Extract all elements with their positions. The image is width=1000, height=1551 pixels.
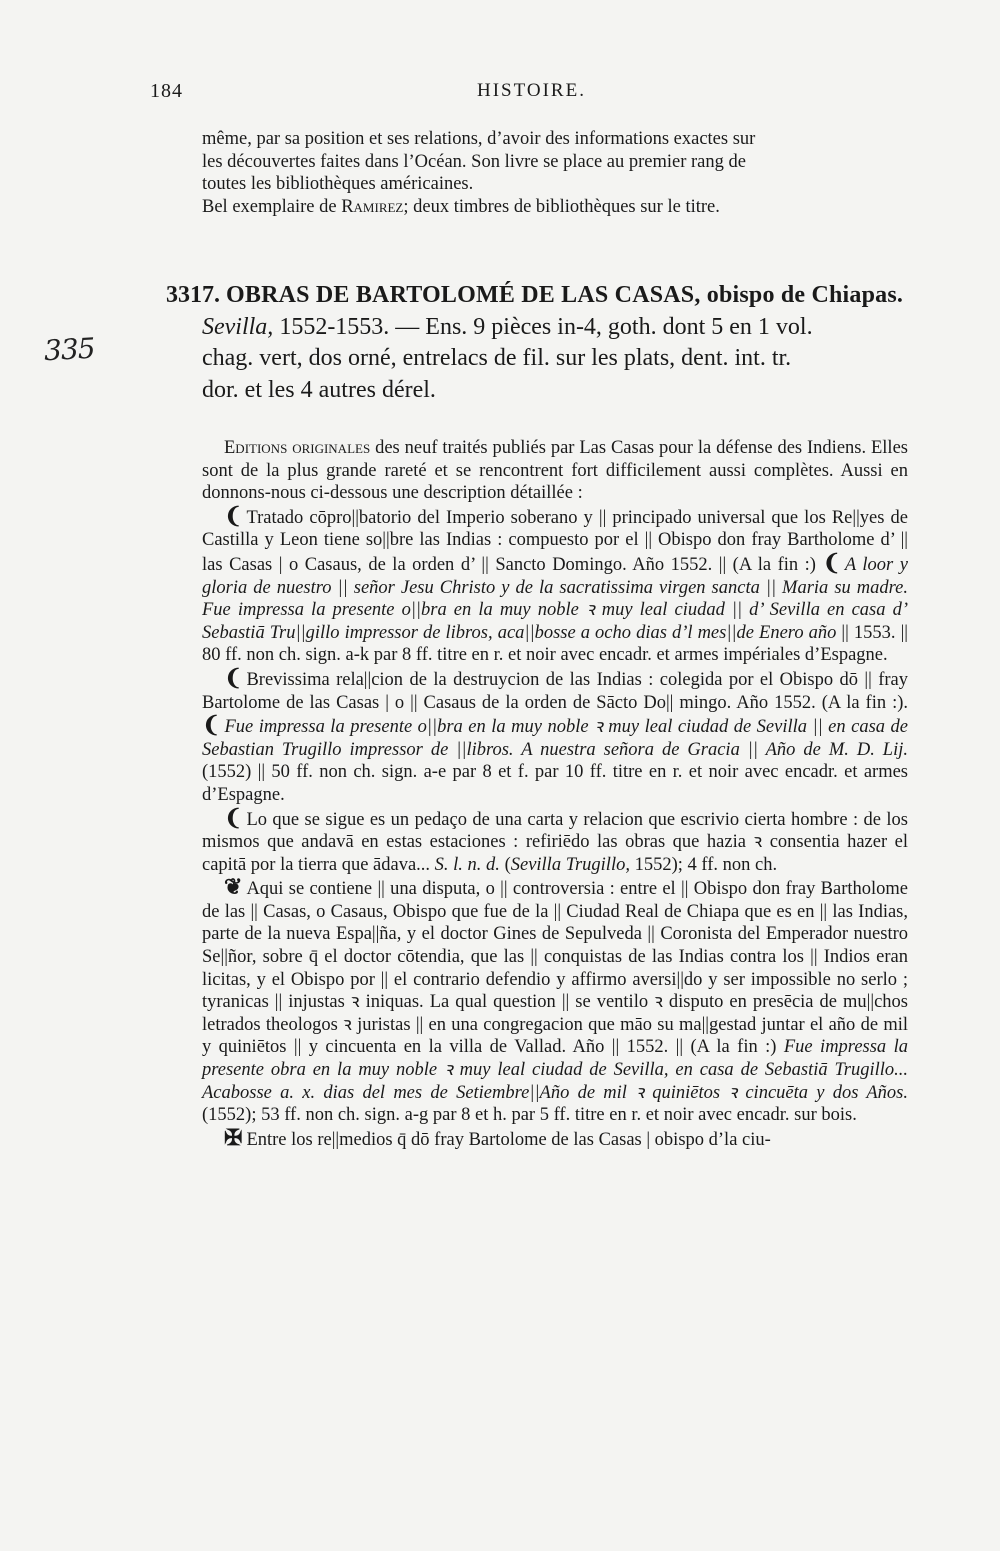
description-paragraph: Editions originales des neuf traités publiés par Las Casas pour la défense des Indiens. Elles sont de la plus grande rareté et se rencontrent fort difficilement aussi complètes. Aussi en donnons-nous ci-dessous une description détaillée : bbox=[202, 438, 908, 504]
intro-line: même, par sa position et ses relations, d’avoir des informations exactes sur bbox=[202, 129, 756, 149]
item-disputa: ❦ Aqui se contiene || una disputa, o || controversia : entre el || Obispo don fray Bartholome de las || Casas, o Casaus, Obispo que fue de la || Ciudad Real de Chiapa que es en || las Indias, parte de la nueva Espa||ña, y el doctor Gines de Sepulveda || Coronista del Emperador nuestro Se||ñor, sobre q̄ el doctor cōtendia, que las || conquistas de las Indias contra los || Indios eran licitas, y el Obispo por || el contrario defendio y affirmo aversi||do y ser impossible no serlo ; tyranicas || injustas ꝛ iniquas. La qual question || se ventilo ꝛ disputo en presēcia de mu||chos letrados theologos ꝛ juristas || en una congregacion que māo su ma||gestad juntar el año de mil y quiniētos || y cincuenta en la villa de Vallad. Año || 1552. || (A la fin :) Fue impressa la presente obra en la muy noble ꝛ muy leal ciudad de Sevilla, en casa de Sebastiā Trugillo... Acabosse a. x. dias del mes de Setiembre||Año de mil ꝛ quiniētos ꝛ cincuēta y dos Años. (1552); 53 ff. non ch. sign. a-g par 8 et h. par 5 ff. titre en r. et noir avec encadr. sur bois. bbox=[202, 874, 908, 1126]
running-head bbox=[0, 80, 1000, 106]
page-number: 184 bbox=[150, 80, 183, 102]
editions-label: Editions originales bbox=[224, 438, 371, 458]
entry-imprint-line: Sevilla, 1552-1553. — Ens. 9 pièces in-4, goth. dont 5 en 1 vol. bbox=[202, 313, 813, 340]
running-title: HISTOIRE. bbox=[477, 80, 586, 101]
cross-mark-icon: ✠ bbox=[224, 1124, 243, 1150]
pilcrow-mark-icon: ❨ bbox=[822, 549, 841, 575]
item-brevissima: ❨ Brevissima rela||cion de la destruycion de las Indias : colegida por el Obispo dō || fray Bartolome de las Casas | o || Casaus de la orden de Sācto Do|| mingo. Año 1552. (A la fin :). ❨ Fue impressa la presente o||bra en la muy noble ꝛ muy leal ciudad de Sevilla || en casa de Sebastian Trugillo impressor de ||libros. A nuestra señora de Gracia || Año de M. D. Lij. (1552) || 50 ff. non ch. sign. a-e par 8 et f. par 10 ff. titre en r. et noir avec encadr. et armes d’Espagne. bbox=[202, 664, 908, 805]
intro-copy-note: Bel exemplaire de Ramirez; deux timbres de bibliothèques sur le titre. bbox=[202, 196, 720, 217]
pilcrow-mark-icon: ❨ bbox=[202, 712, 221, 738]
collector-name: Ramirez bbox=[341, 196, 404, 217]
handwritten-price-note: 335 bbox=[43, 331, 96, 368]
entry-number: 3317. bbox=[166, 282, 220, 308]
entry-place: Sevilla, bbox=[202, 313, 274, 340]
entry-title: OBRAS DE BARTOLOMÉ DE LAS CASAS, obispo de Chiapas. bbox=[226, 282, 904, 308]
item-entre-los-remedios: ✠ Entre los re||medios q̄ dō fray Bartolome de las Casas | obispo d’la ciu- bbox=[224, 1124, 771, 1150]
item-tratado: ❨ Tratado cōpro||batorio del Imperio soberano y || principado universal que los Re||yes de Castilla y Leon tiene so||bre las Indias : compuesto por el || Obispo don fray Bartholome d’ || las Casas | o Casaus, de la orden d’ || Sancto Domingo. Año 1552. || (A la fin :) ❨ A loor y gloria de nuestro || señor Jesu Christo y de la sacratissima virgen sancta || Maria su madre. Fue impressa la presente o||bra en la muy noble ꝛ muy leal ciudad || d’ Sevilla en casa d’ Sebastiā Tru||gillo impressor de libros, aca||bosse a ocho dias d’l mes||de Enero año || 1553. || 80 ff. non ch. sign. a-k par 8 ff. titre en r. et noir avec encadr. et armes impériales d’Espagne. bbox=[202, 502, 908, 666]
pilcrow-mark-icon: ❨ bbox=[224, 502, 243, 528]
pilcrow-mark-icon: ❨ bbox=[224, 804, 243, 830]
intro-line: toutes les bibliothèques américaines. bbox=[202, 174, 474, 195]
item-lo-que-se-sigue: ❨ Lo que se sigue es un pedaço de una carta y relacion que escrivio cierta hombre : de los mismos que andavā en estas estaciones : refiriēdo las obras que hazia ꝛ consentia hazer el capitā por la tierra que ādava... S. l. n. d. (Sevilla Trugillo, 1552); 4 ff. non ch. bbox=[202, 804, 908, 875]
entry-binding-line: chag. vert, dos orné, entrelacs de fil. sur les plats, dent. int. tr. bbox=[202, 345, 792, 371]
catalog-entry-heading bbox=[166, 280, 908, 406]
fleuron-icon: ❦ bbox=[224, 874, 243, 900]
intro-paragraph bbox=[202, 128, 908, 218]
entry-binding-line: dor. et les 4 autres dérel. bbox=[202, 376, 436, 403]
intro-line: les découvertes faites dans l’Océan. Son livre se place au premier rang de bbox=[202, 151, 746, 172]
entry-description bbox=[202, 437, 908, 1151]
pilcrow-mark-icon: ❨ bbox=[224, 664, 243, 690]
entry-title-line bbox=[166, 280, 908, 312]
